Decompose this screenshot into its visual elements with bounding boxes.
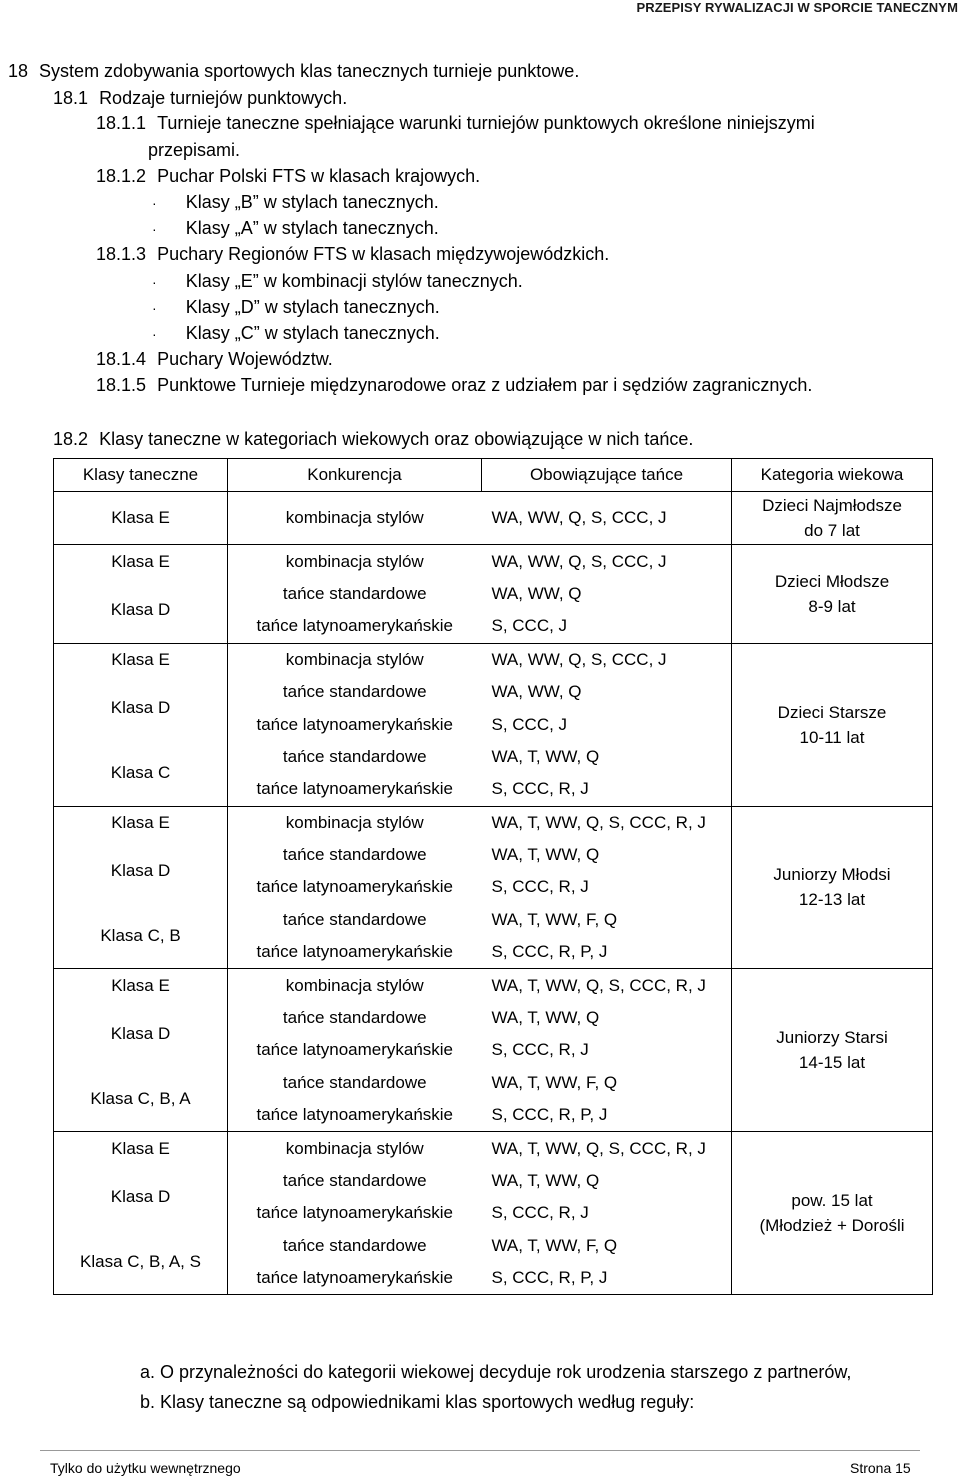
competition-cell: kombinacja stylów [285,812,424,832]
dances-cell: WA, WW, Q [491,583,582,603]
competition-cell: tańce standardowe [282,746,427,766]
class-cell: Klasa E [54,492,228,545]
age-category-range: do 7 lat [804,521,860,541]
age-category-cell [732,1132,933,1295]
item-number: 18.1.2 [96,166,147,186]
age-category-cell [732,806,933,969]
dances-cell: WA, WW, Q [491,682,582,702]
competition-cell: tańce latynoamerykańskie [256,714,454,734]
item-text: Punktowe Turnieje międzynarodowe oraz z udziałem par i sędziów zagranicznych. [157,375,813,395]
age-category-range: 10-11 lat [799,727,865,747]
table-row [54,643,933,676]
competition-cell: tańce standardowe [282,1072,427,1092]
list-item [152,322,440,345]
age-category-name: pow. 15 lat [791,1191,873,1211]
item-18-1-1-continued: przepisami. [148,140,241,160]
list-item [152,270,523,293]
dances-cell: S, CCC, R, P, J [482,1099,732,1132]
competition-cell: tańce latynoamerykańskie [256,1040,454,1060]
footer-divider [40,1450,920,1451]
dances-cell: WA, T, WW, Q [491,1008,600,1028]
note-b: b. Klasy taneczne są odpowiednikami klas sportowych według reguły: [140,1392,695,1412]
competition-cell: kombinacja stylów [228,492,482,545]
dances-cell: WA, T, WW, F, Q [491,1235,618,1255]
item-text: Puchar Polski FTS w klasach krajowych. [157,166,481,186]
dances-cell: WA, T, WW, F, Q [491,909,618,929]
dance-classes-table [53,458,933,1295]
class-cell: Klasa D [54,676,228,741]
dances-cell: S, CCC, R, J [491,1040,589,1060]
dances-cell: S, CCC, R, P, J [482,936,732,969]
class-cell: Klasa E [54,806,228,839]
bullet-icon: · [152,300,157,316]
item-number: 18.1.1 [96,113,147,133]
competition-cell: tańce standardowe [282,682,427,702]
item-number: 18.1.5 [96,375,147,395]
class-cell: Klasa E [54,1132,228,1165]
dances-cell: WA, WW, Q, S, CCC, J [491,649,667,669]
dances-cell: WA, T, WW, F, Q [491,1072,618,1092]
class-cell: Klasa E [54,545,228,578]
item-18-1-3 [96,243,609,265]
class-cell: Klasa D [54,839,228,904]
age-category-range: 12-13 lat [798,890,866,910]
competition-cell: tańce latynoamerykańskie [256,1203,454,1223]
table-row [54,1132,933,1165]
class-cell: Klasa D [54,1165,228,1230]
dances-cell: S, CCC, R, P, J [482,1262,732,1295]
class-cell: Klasa D [54,578,228,643]
subsection-number: 18.2 [53,429,89,449]
dances-cell: S, CCC, J [482,610,732,643]
dances-cell: WA, T, WW, Q, S, CCC, R, J [491,812,706,832]
class-cell: Klasa D [54,1002,228,1067]
bullet-icon: · [152,221,157,237]
age-category-range: 8-9 lat [808,596,856,616]
table-header-row [54,459,933,492]
subsection-heading-18-2 [53,428,693,450]
note-a: a. O przynależności do kategorii wiekowej decyduje rok urodzenia starszego z partnerów, [140,1362,852,1382]
dances-cell: WA, T, WW, Q, S, CCC, R, J [491,1138,706,1158]
competition-cell: tańce standardowe [282,845,427,865]
age-category-name: Juniorzy Młodsi [773,865,891,885]
dances-cell: WA, T, WW, Q [491,1171,600,1190]
age-category-cell [732,643,933,806]
age-category-name: Dzieci Najmłodsze [762,496,902,516]
age-category-cell [732,969,933,1132]
bullet-text: Klasy „E” w kombinacji stylów tanecznych. [185,271,523,291]
table-row [54,806,933,839]
column-header: Konkurencja [228,459,482,492]
column-header: Obowiązujące tańce [482,459,732,492]
subsection-title: Klasy taneczne w kategoriach wiekowych oraz obowiązujące w nich tańce. [99,429,694,449]
item-text: Puchary Województw. [157,349,333,369]
page-number: Strona 15 [850,1460,911,1476]
competition-cell: tańce latynoamerykańskie [256,877,454,897]
age-category-name: Dzieci Starsze [777,702,887,722]
competition-cell: kombinacja stylów [285,975,424,995]
dances-cell: WA, T, WW, Q [491,845,600,865]
dances-cell: WA, WW, Q, S, CCC, J [482,492,732,545]
running-header: PRZEPISY RYWALIZACJI W SPORCIE TANECZNYM [636,0,958,15]
competition-cell: tańce latynoamerykańskie [228,1099,482,1132]
dances-cell: WA, T, WW, Q [491,746,600,766]
age-category-name: Dzieci Młodsze [774,571,890,591]
section-title: System zdobywania sportowych klas tanecznych turnieje punktowe. [39,61,580,81]
column-header: Klasy taneczne [54,459,228,492]
age-category-cell [732,545,933,643]
item-18-1-4 [96,348,333,370]
competition-cell: tańce standardowe [282,1171,427,1190]
competition-cell: tańce latynoamerykańskie [228,936,482,969]
bullet-text: Klasy „D” w stylach tanecznych. [185,297,440,317]
item-number: 18.1.4 [96,349,147,369]
competition-cell: kombinacja stylów [285,1138,424,1158]
item-18-1-2 [96,165,480,187]
competition-cell: tańce latynoamerykańskie [228,610,482,643]
dances-cell: WA, WW, Q, S, CCC, J [491,551,667,571]
class-cell: Klasa C, B [54,904,228,969]
bullet-icon: · [152,326,157,342]
bullet-icon: · [152,195,157,211]
dances-cell: S, CCC, R, J [491,877,589,897]
class-cell: Klasa C [54,741,228,806]
item-text: Puchary Regionów FTS w klasach międzywojewódzkich. [157,244,610,264]
section-heading [8,60,579,82]
dances-cell: WA, T, WW, Q, S, CCC, R, J [491,975,706,995]
bullet-text: Klasy „A” w stylach tanecznych. [185,218,439,238]
table-row [54,545,933,578]
footer-left: Tylko do użytku wewnętrznego [50,1460,241,1476]
list-item [152,296,440,319]
bullet-text: Klasy „B” w stylach tanecznych. [185,192,439,212]
list-item [152,191,439,214]
item-text: Turnieje taneczne spełniające warunki turniejów punktowych określone niniejszymi [157,113,815,133]
age-category-range: 14-15 lat [798,1053,866,1073]
class-cell: Klasa E [54,969,228,1002]
column-header: Kategoria wiekowa [732,459,933,492]
class-cell: Klasa E [54,643,228,676]
age-category-name: Juniorzy Starsi [776,1028,888,1048]
competition-cell: kombinacja stylów [285,551,424,571]
competition-cell: tańce standardowe [282,1008,427,1028]
item-18-1-1 [96,112,815,134]
dances-cell: S, CCC, J [491,714,568,734]
table-row [54,969,933,1002]
table-row [54,492,933,545]
competition-cell: tańce standardowe [282,909,427,929]
subsection-number: 18.1 [53,88,89,108]
dances-cell: S, CCC, R, J [491,1203,589,1223]
competition-cell: kombinacja stylów [285,649,424,669]
competition-cell: tańce standardowe [282,583,427,603]
age-category-range: (Młodzież + Dorośli [759,1216,905,1236]
bullet-text: Klasy „C” w stylach tanecznych. [185,323,440,343]
subsection-title: Rodzaje turniejów punktowych. [99,88,348,108]
subsection-heading-18-1 [53,87,347,109]
dances-cell: S, CCC, R, J [482,773,732,806]
section-number: 18 [8,61,29,81]
bullet-icon: · [152,274,157,290]
item-number: 18.1.3 [96,244,147,264]
competition-cell: tańce standardowe [282,1235,427,1255]
list-item [152,217,439,240]
class-cell: Klasa C, B, A [54,1067,228,1132]
competition-cell: tańce latynoamerykańskie [228,773,482,806]
age-category-cell [732,492,933,545]
class-cell: Klasa C, B, A, S [54,1230,228,1295]
item-18-1-5 [96,374,812,396]
competition-cell: tańce latynoamerykańskie [228,1262,482,1295]
